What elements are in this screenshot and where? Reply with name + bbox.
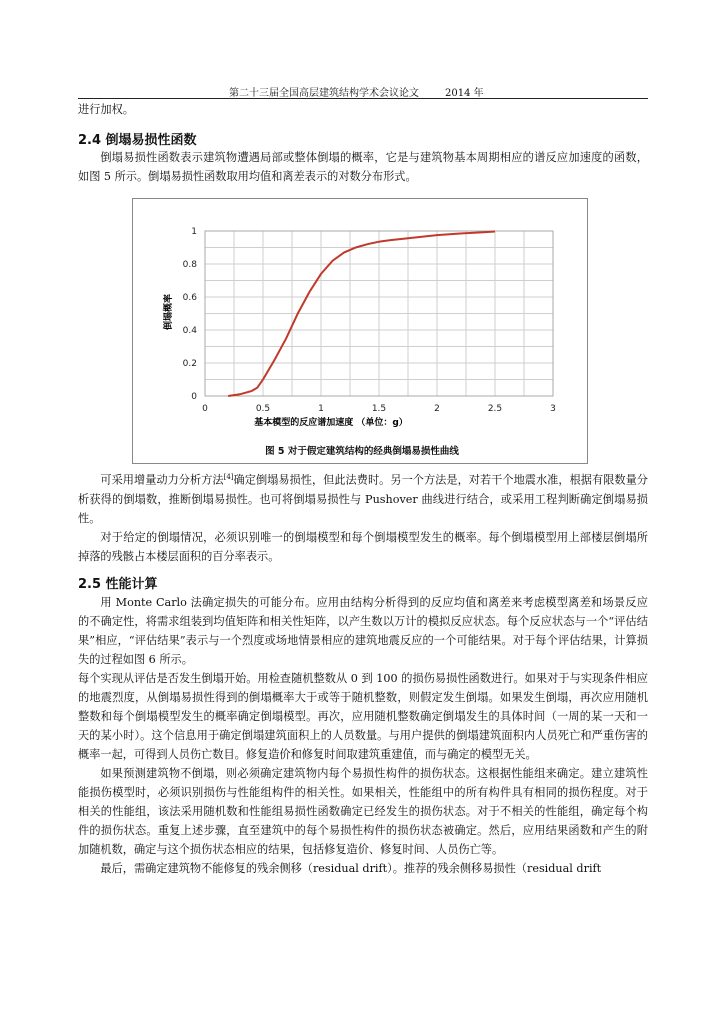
paragraph: 如果预测建筑物不倒塌，则必须确定建筑物内每个易损性构件的损伤状态。这根据性能组来确定。建立建筑性能损伤模型时，必须识别损伤与性能组构件的相关性。如果相关，性能组中的所有构件具有相同的损伤程度。对于相关的性能组，该法采用随机数和性能组易损性函数确定已经发生的损伤状态。对于不相关的性能组，确定每个构件的损伤状态。重复上述步骤，直至建筑中的每个易损性构件的损伤状态被确定。然后，应用结果函数和产生的附加随机数，确定与这个损伤状态相应的结果，包括修复造价、修复时间、人员伤亡等。 [78, 767, 648, 856]
header-rule [78, 98, 648, 99]
y-tick-label: 0.6 [182, 293, 197, 303]
header-year: 2014 年 [445, 88, 484, 99]
chart-ticks [183, 227, 556, 414]
paragraph [78, 468, 648, 528]
section-2-4-para-1 [78, 148, 648, 186]
x-tick-label: 2.5 [487, 404, 503, 414]
y-tick-label: 0.2 [182, 359, 197, 369]
x-tick-label: 0 [202, 404, 208, 414]
header-title: 第二十三届全国高层建筑结构学术会议论文 [229, 88, 419, 99]
reference-citation[interactable]: [4] [223, 473, 234, 481]
figure-5-frame [132, 198, 588, 464]
figure-caption: 图 5 对于假定建筑结构的经典倒塌易损性曲线 [265, 446, 459, 457]
section-2-4-body [78, 468, 648, 566]
x-axis-label: 基本模型的反应谱加速度 （单位：g） [254, 418, 408, 428]
x-tick-label: 0.5 [255, 404, 271, 414]
text-run: 确定倒塌易损性，但此法费时。另一个方法是，对若干个地震水准，根据有限数量分析获得的倒塌数，推断倒塌易损性。也可将倒塌易损性与 Pushover 曲线进行结合，或采用工程判断确定倒塌易损性。 [78, 473, 648, 525]
x-tick-label: 1.5 [371, 404, 387, 414]
y-axis-label: 倒塌概率 [164, 293, 174, 331]
paragraph: 对于给定的倒塌情况，必须识别唯一的倒塌模型和每个倒塌模型发生的概率。每个倒塌模型用上部楼层倒塌所掉落的残骸占本楼层面积的百分率表示。 [78, 530, 648, 563]
chart-grid [205, 231, 553, 396]
text-run: 可采用增量动力分析方法 [100, 473, 224, 487]
x-tick-label: 1 [318, 404, 324, 414]
intro-line: 进行加权。 [78, 103, 134, 116]
x-tick-label: 2 [434, 404, 440, 414]
section-heading-2-4: 2.4 倒塌易损性函数 [78, 133, 197, 148]
paragraph: 用 Monte Carlo 法确定损失的可能分布。应用由结构分析得到的反应均值和离差来考虑模型离差和场景反应的不确定性，将需求组装到均值矩阵和相关性矩阵，以产生数以万计的模拟反应状态。每个反应状态与一个“评估结果”相应，“评估结果”表示与一个烈度或场地情景相应的建筑地震反应的一个可能结果。对于每个评估结果，计算损失的过程如图 6 所示。 [78, 596, 648, 666]
y-tick-label: 1 [191, 227, 197, 237]
paragraph: 最后，需确定建筑物不能修复的残余侧移（residual drift）。推荐的残余侧移易损性（residual drift [100, 862, 602, 875]
section-2-5-body [78, 593, 648, 878]
y-tick-label: 0.8 [182, 260, 197, 270]
section-heading-2-5: 2.5 性能计算 [78, 577, 158, 592]
paragraph: 倒塌易损性函数表示建筑物遭遇局部或整体倒塌的概率，它是与建筑物基本周期相应的谱反应加速度的函数，如图 5 所示。倒塌易损性函数取用均值和离差表示的对数分布形式。 [78, 151, 648, 183]
x-tick-label: 3 [550, 404, 556, 414]
y-tick-label: 0.4 [182, 326, 197, 336]
y-tick-label: 0 [191, 392, 197, 402]
running-header [229, 84, 484, 99]
collapse-fragility-chart [133, 199, 589, 465]
paragraph: 每个实现从评估是否发生倒塌开始。用检查随机整数从 0 到 100 的损伤易损性函数进行。如果对于与实现条件相应的地震烈度，从倒塌易损性得到的倒塌概率大于或等于随机整数，则假定发生倒塌。如果发生倒塌，再次应用随机整数和每个倒塌模型发生的概率确定倒塌模型。再次，应用随机整数确定倒塌发生的具体时间（一周的某一天和一天的某小时）。这个信息用于确定倒塌建筑面积上的人员数量。与用户提供的倒塌建筑面积内人员死亡和严重伤害的概率一起，可得到人员伤亡数目。修复造价和修复时间取建筑重建值，而与确定的模型无关。 [78, 672, 648, 761]
